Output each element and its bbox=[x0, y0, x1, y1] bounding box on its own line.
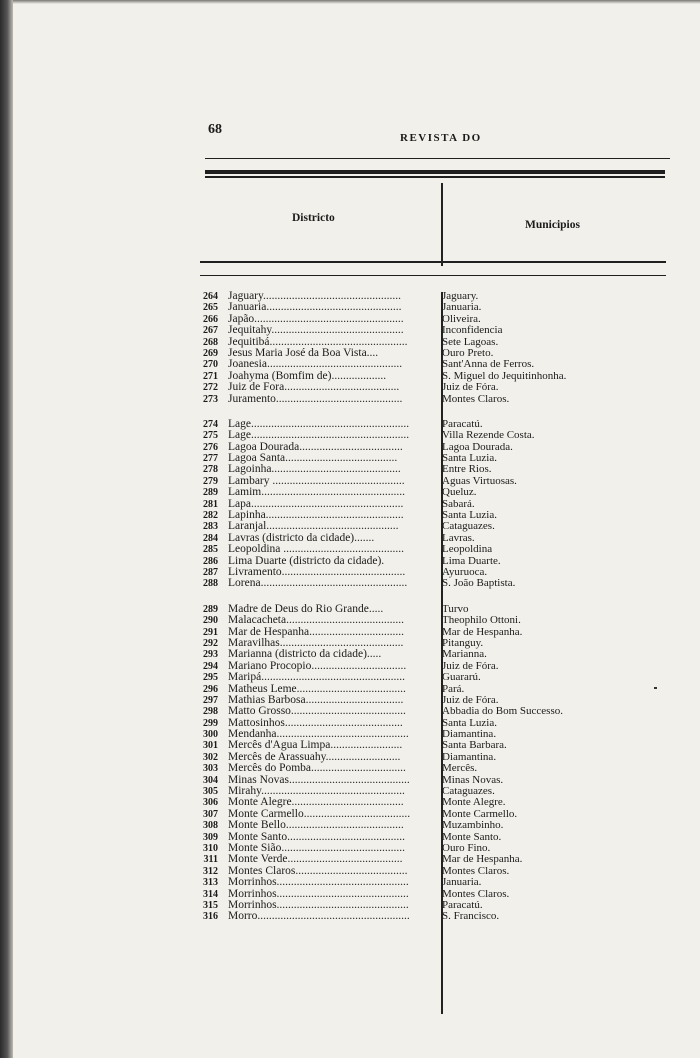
table-row bbox=[196, 661, 666, 672]
table-row bbox=[196, 752, 666, 763]
district-name: Madre de Deus do Rio Grande..... bbox=[228, 603, 384, 615]
district-name: Maripá.................................................. bbox=[228, 672, 405, 684]
column-header-bottom-rule-2 bbox=[200, 275, 666, 276]
district-name: Laranjal.............................................. bbox=[228, 521, 399, 533]
row-number: 296 bbox=[203, 683, 218, 695]
table-row bbox=[196, 476, 666, 487]
row-number: 311 bbox=[203, 854, 218, 866]
row-number: 270 bbox=[203, 359, 218, 371]
row-number: 272 bbox=[203, 382, 218, 394]
district-name: Lagoinha............................................. bbox=[228, 464, 401, 476]
district-name: Mattosinhos......................................... bbox=[228, 717, 403, 729]
district-name: Monte Carmello..................................... bbox=[228, 808, 411, 820]
district-name: Mendanha.............................................. bbox=[228, 729, 409, 741]
district-name: Lamim.................................................. bbox=[228, 487, 405, 499]
row-number: 293 bbox=[203, 649, 218, 661]
district-name: Marianna (districto da cidade)..... bbox=[228, 649, 382, 661]
table-row bbox=[196, 866, 666, 877]
table-row bbox=[196, 843, 666, 854]
municipio-name: Marianna. bbox=[442, 649, 487, 661]
column-divider-header bbox=[441, 183, 443, 266]
district-name: Monte Alegre....................................... bbox=[228, 797, 404, 809]
district-name: Monte Santo......................................... bbox=[228, 831, 405, 843]
municipio-name: Santa Luzia. bbox=[442, 717, 497, 729]
table-row bbox=[196, 695, 666, 706]
row-number: 306 bbox=[203, 797, 218, 809]
table-row bbox=[196, 809, 666, 820]
row-number: 274 bbox=[203, 418, 218, 430]
table-row bbox=[196, 291, 666, 302]
row-number: 267 bbox=[203, 325, 218, 337]
district-name: Minas Novas.......................................... bbox=[228, 774, 410, 786]
table-row bbox=[196, 464, 666, 475]
municipio-name: Muzambinho. bbox=[442, 820, 504, 832]
municipio-name: Paracatú. bbox=[442, 899, 483, 911]
row-number: 271 bbox=[203, 370, 218, 382]
table-row bbox=[196, 627, 666, 638]
municipio-name: Monte Santo. bbox=[442, 831, 502, 843]
municipio-name: Diamantina. bbox=[442, 751, 497, 763]
district-name: Matheus Leme...................................... bbox=[228, 683, 406, 695]
table-row bbox=[196, 786, 666, 797]
table-row bbox=[196, 382, 666, 393]
municipio-name: Oliveira. bbox=[442, 313, 481, 325]
district-name: Lagoa Santa....................................... bbox=[228, 453, 398, 465]
municipio-name: Lavras. bbox=[442, 532, 475, 544]
district-name: Juramento............................................ bbox=[228, 393, 403, 405]
municipio-name: Sant'Anna de Ferros. bbox=[442, 359, 535, 371]
row-number: 303 bbox=[203, 763, 218, 775]
row-number: 282 bbox=[203, 510, 218, 522]
row-number: 316 bbox=[203, 911, 218, 923]
district-name: Mathias Barbosa.................................. bbox=[228, 694, 404, 706]
district-name: Mercês do Pomba................................. bbox=[228, 763, 406, 775]
table-row bbox=[196, 775, 666, 786]
row-number: 314 bbox=[203, 888, 218, 900]
district-name: Montes Claros....................................... bbox=[228, 865, 408, 877]
row-number: 312 bbox=[203, 865, 218, 877]
municipio-name: Ouro Fino. bbox=[442, 842, 491, 854]
district-name: Mercês d'Agua Limpa......................... bbox=[228, 740, 403, 752]
row-number: 302 bbox=[203, 751, 218, 763]
row-number: 295 bbox=[203, 672, 218, 684]
district-name: Malacacheta......................................... bbox=[228, 615, 404, 627]
district-name: Joahyma (Bomfim de)................... bbox=[228, 370, 387, 382]
district-name: Lapa..................................................... bbox=[228, 498, 404, 510]
municipio-name: Minas Novas. bbox=[442, 774, 504, 786]
table-row bbox=[196, 499, 666, 510]
table-row bbox=[196, 302, 666, 313]
page-number: 68 bbox=[208, 122, 222, 137]
municipio-name: Mar de Hespanha. bbox=[442, 626, 523, 638]
municipio-name: Theophilo Ottoni. bbox=[442, 615, 521, 627]
district-name: Leopoldina .......................................... bbox=[228, 544, 404, 556]
table-row bbox=[196, 832, 666, 843]
header-rule-thin bbox=[205, 158, 670, 159]
row-number: 281 bbox=[203, 498, 218, 510]
row-number: 289 bbox=[203, 603, 218, 615]
row-number: 315 bbox=[203, 899, 218, 911]
municipio-name: Pitanguy. bbox=[442, 637, 484, 649]
district-name: Lorena................................................... bbox=[228, 578, 408, 590]
municipio-name: Diamantina. bbox=[442, 729, 497, 741]
district-name: Japão.................................................... bbox=[228, 313, 404, 325]
district-name: Livramento........................................... bbox=[228, 566, 406, 578]
district-name: Lagoa Dourada.................................... bbox=[228, 441, 403, 453]
district-name: Morrinhos.............................................. bbox=[228, 899, 409, 911]
column-header-bottom-rule bbox=[200, 261, 666, 263]
district-name: Januaria............................................... bbox=[228, 302, 402, 314]
table-row bbox=[196, 419, 666, 430]
table-row bbox=[196, 371, 666, 382]
row-number: 288 bbox=[203, 578, 218, 590]
municipio-name: Cataguazes. bbox=[442, 521, 495, 533]
row-number: 278 bbox=[203, 464, 218, 476]
table-row bbox=[196, 649, 666, 660]
running-head: REVISTA DO bbox=[400, 132, 482, 144]
municipio-name: Montes Claros. bbox=[442, 393, 510, 405]
book-binding-shadow bbox=[0, 0, 13, 1058]
row-number: 291 bbox=[203, 626, 218, 638]
row-number: 305 bbox=[203, 786, 218, 798]
municipio-name: Turvo bbox=[442, 603, 469, 615]
district-name: Mirahy.................................................. bbox=[228, 786, 405, 798]
column-header-municipio: Municipios bbox=[525, 219, 580, 231]
row-number: 294 bbox=[203, 660, 218, 672]
municipio-name: Aguas Virtuosas. bbox=[442, 475, 517, 487]
table-row bbox=[196, 854, 666, 865]
table-row bbox=[196, 430, 666, 441]
table-row bbox=[196, 638, 666, 649]
municipio-name: Cataguazes. bbox=[442, 786, 495, 798]
row-number: 264 bbox=[203, 291, 218, 302]
row-number: 310 bbox=[203, 842, 218, 854]
district-name: Monte Sião........................................... bbox=[228, 842, 405, 854]
district-name: Lage....................................................... bbox=[228, 430, 410, 442]
district-name: Lima Duarte (districto da cidade). bbox=[228, 555, 385, 567]
municipio-name: Mar de Hespanha. bbox=[442, 854, 523, 866]
table-row bbox=[196, 314, 666, 325]
municipio-name: Ayuruoca. bbox=[442, 566, 488, 578]
row-number: 287 bbox=[203, 566, 218, 578]
district-name: Mercês de Arassuahy.......................... bbox=[228, 751, 401, 763]
table-row bbox=[196, 487, 666, 498]
row-number: 275 bbox=[203, 430, 218, 442]
table-row bbox=[196, 763, 666, 774]
table-row bbox=[196, 718, 666, 729]
row-number: 285 bbox=[203, 544, 218, 556]
district-name: Lambary .............................................. bbox=[228, 475, 405, 487]
row-number: 266 bbox=[203, 313, 218, 325]
table-row bbox=[196, 672, 666, 683]
table-row bbox=[196, 684, 666, 695]
row-number: 279 bbox=[203, 475, 218, 487]
ink-speck bbox=[654, 687, 657, 689]
table-row bbox=[196, 556, 666, 567]
municipio-name: Mercês. bbox=[442, 763, 478, 775]
table-row bbox=[196, 615, 666, 626]
table-row bbox=[196, 442, 666, 453]
table-row bbox=[196, 359, 666, 370]
row-number: 309 bbox=[203, 831, 218, 843]
table-row bbox=[196, 889, 666, 900]
row-number: 307 bbox=[203, 808, 218, 820]
municipio-name: Januaria. bbox=[442, 302, 482, 314]
table-row bbox=[196, 544, 666, 555]
row-number: 299 bbox=[203, 717, 218, 729]
district-table-body bbox=[196, 291, 666, 923]
district-name: Jequitibá................................................ bbox=[228, 336, 408, 348]
district-name: Joanesia............................................... bbox=[228, 359, 403, 371]
district-name: Juiz de Fora........................................ bbox=[228, 382, 400, 394]
row-number: 308 bbox=[203, 820, 218, 832]
municipio-name: Sete Lagoas. bbox=[442, 336, 499, 348]
table-row bbox=[196, 533, 666, 544]
table-row bbox=[196, 453, 666, 464]
row-number: 277 bbox=[203, 453, 218, 465]
table-row bbox=[196, 911, 666, 922]
municipio-name: Monte Carmello. bbox=[442, 808, 518, 820]
municipio-name: Monte Alegre. bbox=[442, 797, 506, 809]
table-row bbox=[196, 877, 666, 888]
district-name: Lavras (districto da cidade)....... bbox=[228, 532, 375, 544]
table-row bbox=[196, 729, 666, 740]
municipio-name: Queluz. bbox=[442, 487, 477, 499]
municipio-name: Jaguary. bbox=[442, 291, 479, 302]
district-name: Maravilhas........................................... bbox=[228, 637, 404, 649]
row-number: 297 bbox=[203, 694, 218, 706]
municipio-name: S. Francisco. bbox=[442, 911, 500, 923]
district-name: Mar de Hespanha................................. bbox=[228, 626, 404, 638]
municipio-name: Juiz de Fóra. bbox=[442, 382, 499, 394]
table-row bbox=[196, 797, 666, 808]
table-row bbox=[196, 348, 666, 359]
municipio-name: Lima Duarte. bbox=[442, 555, 501, 567]
district-name: Lage....................................................... bbox=[228, 418, 410, 430]
municipio-name: Januaria. bbox=[442, 877, 482, 889]
district-name: Morrinhos.............................................. bbox=[228, 888, 409, 900]
row-number: 273 bbox=[203, 393, 218, 405]
district-name: Lapinha................................................ bbox=[228, 510, 404, 522]
municipio-name: Abbadia do Bom Successo. bbox=[442, 706, 563, 718]
district-name: Morro..................................................... bbox=[228, 911, 410, 923]
row-number: 304 bbox=[203, 774, 218, 786]
table-row bbox=[196, 521, 666, 532]
district-name: Jequitahy.............................................. bbox=[228, 325, 404, 337]
table-row bbox=[196, 706, 666, 717]
municipio-name: Juiz de Fóra. bbox=[442, 660, 499, 672]
header-rule-thick-2 bbox=[205, 176, 665, 178]
district-name: Monte Verde........................................ bbox=[228, 854, 403, 866]
municipio-name: Santa Barbara. bbox=[442, 740, 507, 752]
row-number: 284 bbox=[203, 532, 218, 544]
municipio-name: Montes Claros. bbox=[442, 888, 510, 900]
municipio-name: Inconfidencia bbox=[442, 325, 503, 337]
row-number: 268 bbox=[203, 336, 218, 348]
table-row bbox=[196, 510, 666, 521]
municipio-name: Santa Luzia. bbox=[442, 510, 497, 522]
municipio-name: Paracatú. bbox=[442, 418, 483, 430]
header-rule-thick bbox=[205, 170, 665, 174]
table-row bbox=[196, 900, 666, 911]
district-name: Jesus Maria José da Boa Vista.... bbox=[228, 347, 379, 359]
table-row bbox=[196, 740, 666, 751]
table-row bbox=[196, 820, 666, 831]
municipio-name: Ouro Preto. bbox=[442, 347, 494, 359]
row-number: 283 bbox=[203, 521, 218, 533]
row-number: 301 bbox=[203, 740, 218, 752]
table-row bbox=[196, 604, 666, 615]
row-number: 276 bbox=[203, 441, 218, 453]
table-row bbox=[196, 325, 666, 336]
district-name: Monte Bello......................................... bbox=[228, 820, 404, 832]
municipio-name: Villa Rezende Costa. bbox=[442, 430, 535, 442]
municipio-name: Lagoa Dourada. bbox=[442, 441, 513, 453]
district-name: Matto Grosso........................................ bbox=[228, 706, 406, 718]
row-number: 265 bbox=[203, 302, 218, 314]
row-number: 269 bbox=[203, 347, 218, 359]
table-row bbox=[196, 394, 666, 405]
row-number: 289 bbox=[203, 487, 218, 499]
column-header-district: Districto bbox=[292, 212, 335, 224]
municipio-name: Sabará. bbox=[442, 498, 475, 510]
row-number: 313 bbox=[203, 877, 218, 889]
page-top-edge bbox=[13, 0, 700, 4]
district-name: Mariano Procopio................................. bbox=[228, 660, 407, 672]
municipio-name: Leopoldina bbox=[442, 544, 493, 556]
row-number: 290 bbox=[203, 615, 218, 627]
table-row bbox=[196, 578, 666, 589]
table-row bbox=[196, 567, 666, 578]
municipio-name: S. Miguel do Jequitinhonha. bbox=[442, 370, 567, 382]
municipio-name: S. João Baptista. bbox=[442, 578, 516, 590]
row-number: 298 bbox=[203, 706, 218, 718]
municipio-name: Santa Luzia. bbox=[442, 453, 497, 465]
row-number: 286 bbox=[203, 555, 218, 567]
municipio-name: Pará. bbox=[442, 683, 465, 695]
row-number: 300 bbox=[203, 729, 218, 741]
municipio-name: Guararú. bbox=[442, 672, 481, 684]
district-name: Jaguary................................................ bbox=[228, 291, 402, 302]
municipio-name: Juiz de Fóra. bbox=[442, 694, 499, 706]
municipio-name: Entre Rios. bbox=[442, 464, 492, 476]
district-name: Morrinhos.............................................. bbox=[228, 877, 409, 889]
municipio-name: Montes Claros. bbox=[442, 865, 510, 877]
table-row bbox=[196, 337, 666, 348]
row-number: 292 bbox=[203, 637, 218, 649]
